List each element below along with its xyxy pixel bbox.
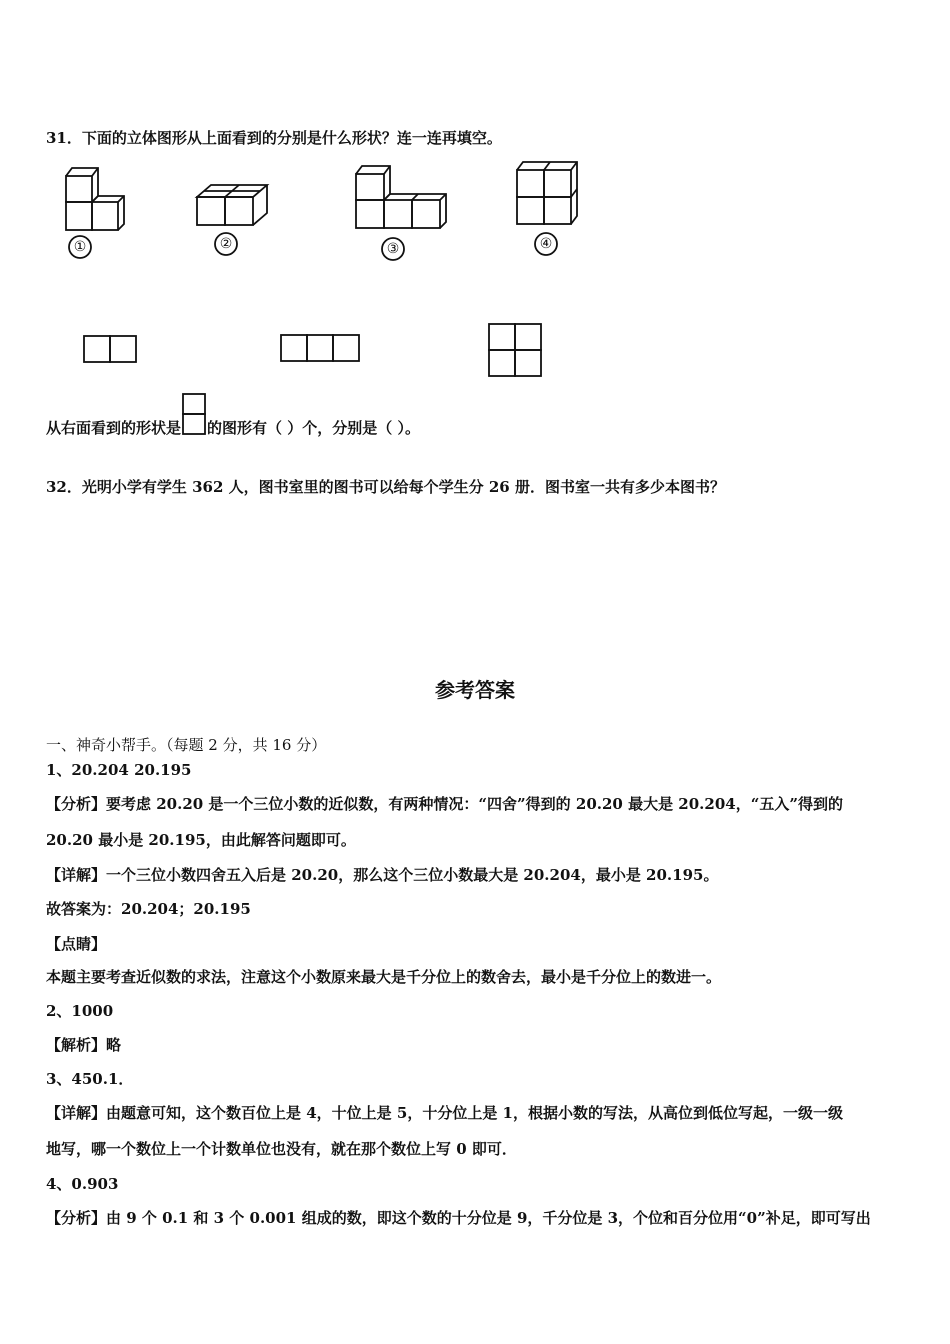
answer-line: 【详解】由题意可知，这个数百位上是 4，十位上是 5，十分位上是 1，根据小数的写法，从高位到低位写起，一级一级 xyxy=(46,1104,843,1122)
figure-4-cubes xyxy=(517,162,577,224)
answer-line: 1、20.204 20.195 xyxy=(46,761,192,779)
answer-line: 【分析】由 9 个 0.1 和 3 个 0.001 组成的数，即这个数的十分位是 9，千分位是 3，个位和百分位用“0”补足，即可写出 xyxy=(46,1209,871,1227)
answer-line: 【解析】略 xyxy=(46,1036,122,1054)
answer-line: 3、450.1． xyxy=(46,1070,134,1088)
answer-line: 本题主要考查近似数的求法，注意这个小数原来最大是千分位上的数舍去，最小是千分位上的数进一。 xyxy=(46,968,722,986)
answer-line: 【分析】要考虑 20.20 是一个三位小数的近似数，有两种情况：“四舍”得到的 20.20 最大是 20.204，“五入”得到的 xyxy=(46,795,843,813)
top-view-four-squares xyxy=(489,324,541,376)
figure-3-cubes xyxy=(356,166,446,228)
answers-section-1: 一、神奇小帮手。（每题 2 分，共 16 分） xyxy=(46,736,327,754)
figure-label-3: ③ xyxy=(386,241,400,257)
q31-prompt: 31．下面的立体图形从上面看到的分别是什么形状？连一连再填空。 xyxy=(46,129,502,147)
figure-label-1: ① xyxy=(73,239,87,255)
top-view-two-squares xyxy=(84,336,136,362)
q31-fill-line xyxy=(46,418,420,438)
fill-suffix: 的图形有（ ）个，分别是（ ）。 xyxy=(207,419,420,437)
answer-line: 地写，哪一个数位上一个计数单位也没有，就在那个数位上写 0 即可． xyxy=(46,1140,517,1158)
answer-line: 【点睛】 xyxy=(46,935,107,953)
q31-figures xyxy=(0,0,950,400)
q32-prompt: 32．光明小学有学生 362 人，图书室里的图书可以给每个学生分 26 册．图书室一共有多少本图书？ xyxy=(46,478,725,496)
figure-2-cubes xyxy=(197,185,267,225)
top-view-three-squares xyxy=(281,335,359,361)
figure-label-2: ② xyxy=(219,236,233,252)
answer-line: 20.20 最小是 20.195，由此解答问题即可。 xyxy=(46,831,356,849)
fill-prefix: 从右面看到的形状是 xyxy=(46,419,182,437)
answer-line: 【详解】一个三位小数四舍五入后是 20.20，那么这个三位小数最大是 20.204，最小是 20.195。 xyxy=(46,866,719,884)
answer-line: 故答案为：20.204；20.195 xyxy=(46,900,251,918)
figure-1-cubes xyxy=(66,168,124,230)
answers-title: 参考答案 xyxy=(435,678,515,702)
answer-line: 2、1000 xyxy=(46,1002,114,1020)
answer-line: 4、0.903 xyxy=(46,1175,119,1193)
figure-label-4: ④ xyxy=(539,236,553,252)
right-view-shape xyxy=(181,392,207,438)
